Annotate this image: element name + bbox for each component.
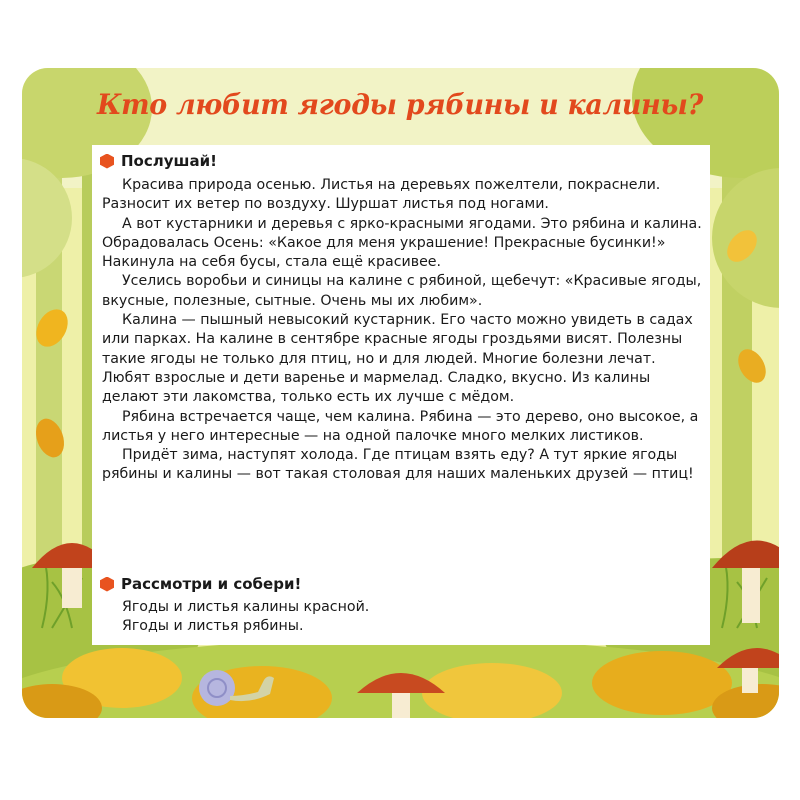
- listen-heading: [100, 152, 217, 170]
- page-title: Кто любит ягоды рябины и калины?: [96, 88, 704, 121]
- list-item: Ягоды и листья калины красной.: [122, 599, 370, 615]
- hexagon-bullet-icon: [100, 154, 114, 169]
- story-paragraph: Придёт зима, наступят холода. Где птицам взять еду? А тут яркие ягоды рябины и калины — вот такая столовая для наших маленьких друзей — птиц!: [102, 447, 694, 483]
- story-paragraph: Уселись воробьи и синицы на калине с рябиной, щебечут: «Красивые ягоды, вкусные, полезные, сытные. Очень мы их любим».: [102, 273, 702, 309]
- look-heading: [100, 575, 301, 593]
- look-heading-label: Рассмотри и собери!: [121, 575, 302, 593]
- story-paragraph: Рябина встречается чаще, чем калина. Рябина — это дерево, оно высокое, а листья у него интересные — на одной палочке много мелких листиков.: [102, 408, 699, 444]
- list-item: Ягоды и листья рябины.: [122, 618, 304, 635]
- story-text: [102, 176, 702, 485]
- story-paragraph: А вот кустарники и деревья с ярко-красными ягодами. Это рябина и калина. Обрадовалась Осень: «Какое для меня украшение! Прекрасные бусинки!» Накинула на себя бусы, стала ещё красивее.: [102, 215, 702, 271]
- hexagon-bullet-icon: [100, 577, 114, 592]
- story-paragraph: Калина — пышный невысокий кустарник. Его часто можно увидеть в садах или парках. На калине в сентябре красные ягоды гроздьями висят. Полезны такие ягоды не только для птиц, но и для людей. Многие болезни лечат. Любят взрослые и дети варенье и мармелад. Сладко, вкусно. Из калины делают эти лакомства, только есть их лучше с мёдом.: [102, 312, 693, 406]
- listen-heading-label: Послушай!: [121, 152, 217, 170]
- story-paragraph: Красива природа осенью. Листья на деревьях пожелтели, покраснели. Разносит их ветер по воздуху. Шуршат листья под ногами.: [102, 177, 661, 213]
- task-list: [122, 598, 682, 637]
